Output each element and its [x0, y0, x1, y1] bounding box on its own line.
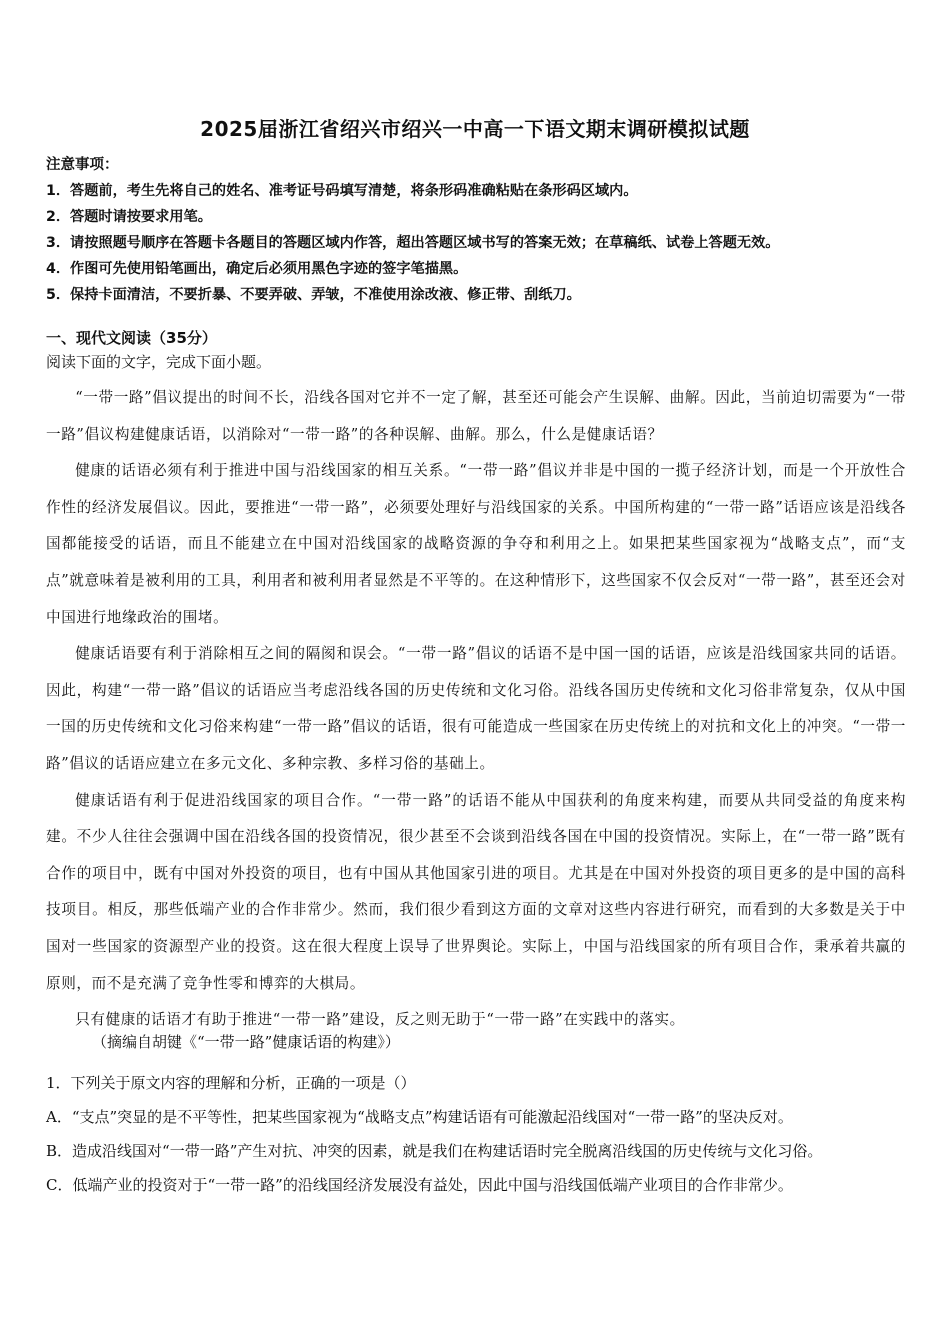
notice-item: 2．答题时请按要求用笔。: [46, 209, 212, 225]
notice-item: 5．保持卡面清洁，不要折暴、不要弄破、弄皱，不准使用涂改液、修正带、刮纸刀。: [46, 287, 581, 303]
question-1: [46, 1066, 916, 1202]
notice-list: [46, 178, 916, 308]
notice-heading: 注意事项：: [46, 157, 119, 173]
notice-item: 3．请按照题号顺序在答题卡各题目的答题区域内作答，超出答题区域书写的答案无效；在草稿纸、试卷上答题无效。: [46, 235, 780, 251]
passage-paragraph: 健康话语有利于促进沿线国家的项目合作。“一带一路”的话语不能从中国获利的角度来构建，而要从共同受益的角度来构建。不少人往往会强调中国在沿线各国的投资情况，很少甚至不会谈到沿线各国在中国的投资情况。实际上，在“一带一路”既有合作的项目中，既有中国对外投资的项目，也有中国从其他国家引进的项目。尤其是在中国对外投资的项目更多的是中国的高科技项目。相反，那些低端产业的合作非常少。然而，我们很少看到这方面的文章对这些内容进行研究，而看到的大多数是关于中国对一些国家的资源型产业的投资。这在很大程度上误导了世界舆论。实际上，中国与沿线国家的所有项目合作，秉承着共赢的原则，而不是充满了竞争性零和博弈的大棋局。: [46, 791, 906, 992]
reading-passage: [46, 380, 906, 1039]
notice-item: 1．答题前，考生先将自己的姓名、准考证号码填写清楚，将条形码准确粘贴在条形码区域内。: [46, 183, 638, 199]
option-b: B．造成沿线国对“一带一路”产生对抗、冲突的因素，就是我们在构建话语时完全脱离沿线国的历史传统与文化习俗。: [46, 1142, 823, 1160]
passage-paragraph: 健康的话语必须有利于推进中国与沿线国家的相互关系。“一带一路”倡议并非是中国的一揽子经济计划，而是一个开放性合作性的经济发展倡议。因此，要推进“一带一路”，必须要处理好与沿线国家的关系。中国所构建的“一带一路”话语应该是沿线各国都能接受的话语，而且不能建立在中国对沿线国家的战略资源的争夺和利用之上。如果把某些国家视为“战略支点”，而“支点”就意味着是被利用的工具，利用者和被利用者显然是不平等的。在这种情形下，这些国家不仅会反对“一带一路”，甚至还会对中国进行地缘政治的围堵。: [46, 462, 906, 626]
option-a: A．“支点”突显的是不平等性，把某些国家视为“战略支点”构建话语有可能激起沿线国对“一带一路”的坚决反对。: [46, 1108, 793, 1126]
passage-source: （摘编自胡键《“一带一路”健康话语的构建》）: [92, 1033, 400, 1051]
passage-paragraph: 只有健康的话语才有助于推进“一带一路”建设，反之则无助于“一带一路”在实践中的落实。: [75, 1011, 685, 1029]
passage-paragraph: 健康话语要有利于消除相互之间的隔阂和误会。“一带一路”倡议的话语不是中国一国的话语，应该是沿线国家共同的话语。因此，构建“一带一路”倡议的话语应当考虑沿线各国的历史传统和文化习俗。沿线各国历史传统和文化习俗非常复杂，仅从中国一国的历史传统和文化习俗来构建“一带一路”倡议的话语，很有可能造成一些国家在历史传统上的对抗和文化上的冲突。“一带一路”倡议的话语应建立在多元文化、多种宗教、多样习俗的基础上。: [46, 645, 906, 772]
page-title: 2025届浙江省绍兴市绍兴一中高一下语文期末调研模拟试题: [200, 117, 750, 141]
notice-item: 4．作图可先使用铅笔画出，确定后必须用黑色字迹的签字笔描黑。: [46, 261, 468, 277]
passage-paragraph: “一带一路”倡议提出的时间不长，沿线各国对它并不一定了解，甚至还可能会产生误解、曲解。因此，当前迫切需要为“一带一路”倡议构建健康话语，以消除对“一带一路”的各种误解、曲解。那么，什么是健康话语？: [46, 389, 906, 443]
reading-instruction: 阅读下面的文字，完成下面小题。: [46, 353, 272, 371]
section-heading: 一、现代文阅读（35分）: [46, 329, 217, 347]
question-stem: 1．下列关于原文内容的理解和分析，正确的一项是（）: [46, 1074, 416, 1092]
option-c: C．低端产业的投资对于“一带一路”的沿线国经济发展没有益处，因此中国与沿线国低端产业项目的合作非常少。: [46, 1176, 793, 1194]
